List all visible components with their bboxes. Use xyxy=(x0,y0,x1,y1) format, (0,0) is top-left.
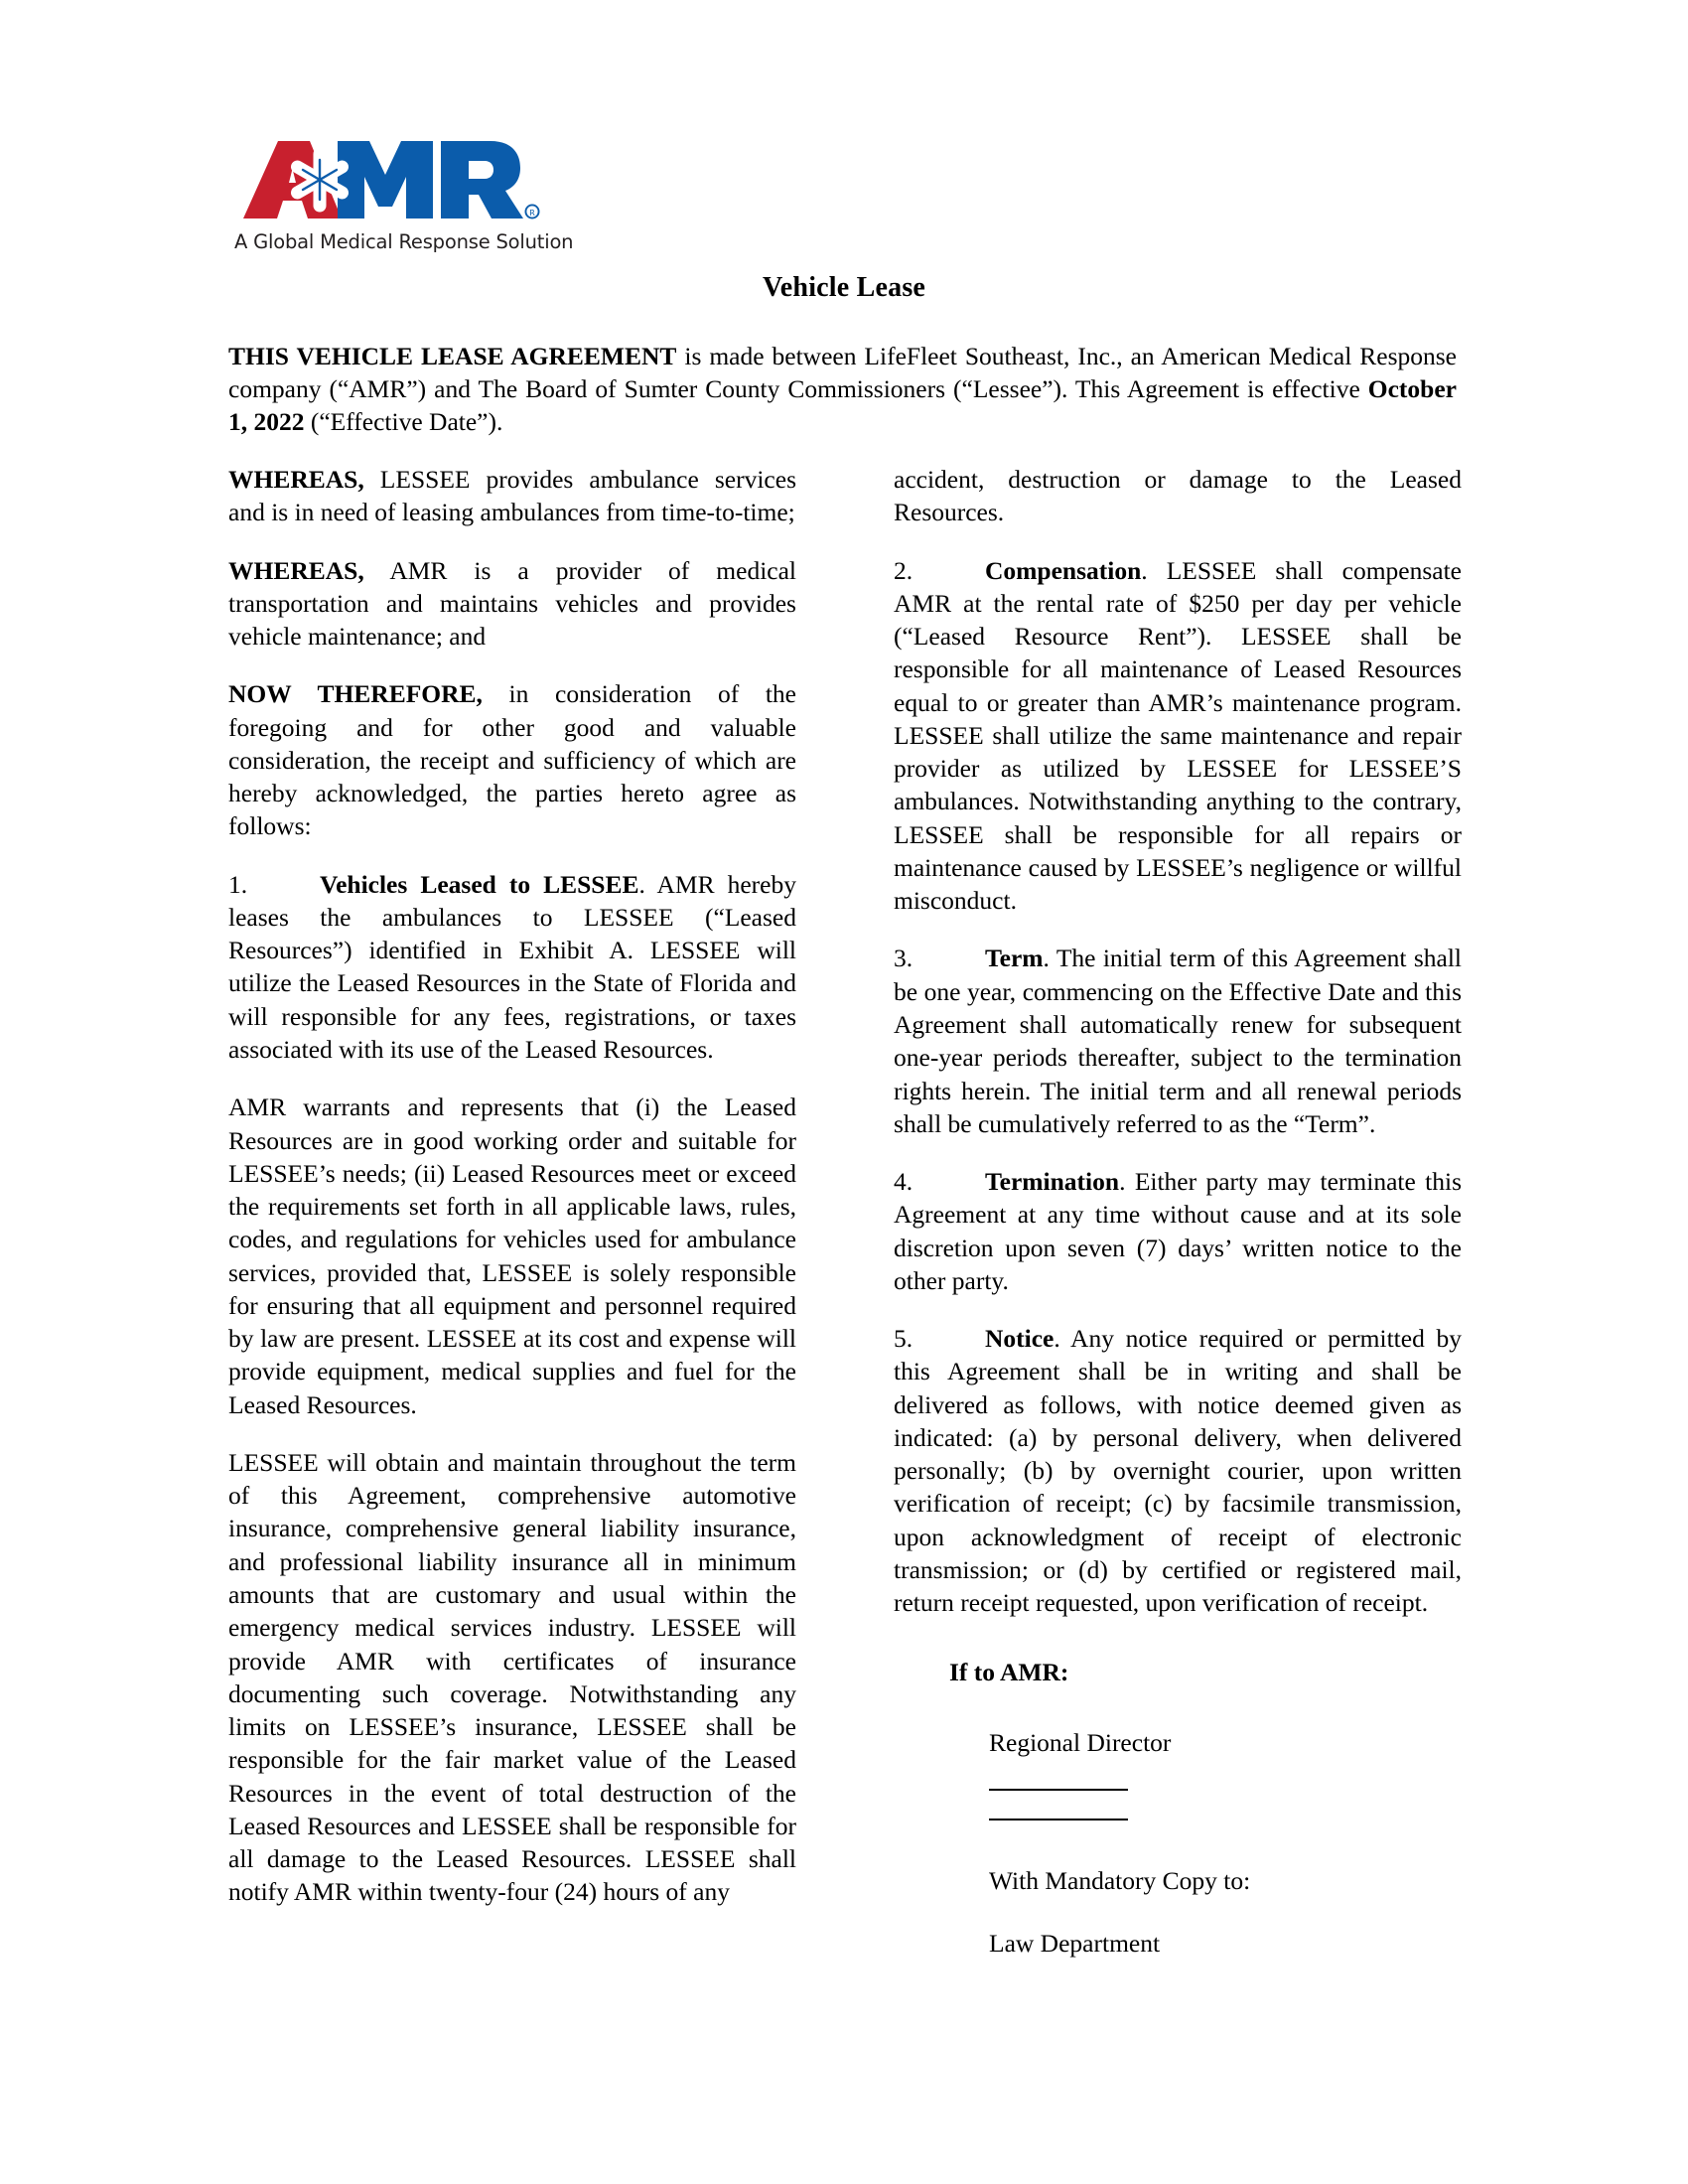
section-5-number: 5. xyxy=(894,1324,914,1354)
logo-tagline: A Global Medical Response Solution xyxy=(234,230,574,253)
continuation-paragraph: accident, destruction or damage to the Leased Resources. xyxy=(894,465,1462,527)
body-columns xyxy=(228,463,1462,1990)
whereas-clause-1 xyxy=(228,463,796,529)
now-therefore-lead: NOW THEREFORE, xyxy=(228,679,483,709)
now-therefore-text: in consideration of the foregoing and for other good and valuable consideration, the receipt and sufficiency of which are hereby acknowledged, the parties hereto agree as follows: xyxy=(228,679,796,841)
intro-lead-bold: THIS VEHICLE LEASE AGREEMENT xyxy=(228,342,677,370)
notice-address-block xyxy=(894,1656,1462,1961)
page-title: Vehicle Lease xyxy=(762,272,926,303)
section-3-heading: Term xyxy=(985,944,1044,973)
mandatory-copy-recipient: Law Department xyxy=(989,1929,1161,1959)
address-blank-line-2 xyxy=(989,1819,1128,1820)
section-5-heading: Notice xyxy=(985,1324,1055,1354)
section-1-heading: Vehicles Leased to LESSEE xyxy=(320,869,639,899)
amr-logo-mark xyxy=(234,139,542,224)
if-to-amr-label: If to AMR: xyxy=(949,1657,1069,1686)
section-2-number: 2. xyxy=(894,555,914,585)
whereas-2-text: AMR is a provider of medical transportation and maintains vehicles and provides vehicle maintenance; and xyxy=(228,555,796,652)
right-column xyxy=(894,463,1462,1990)
section-4-number: 4. xyxy=(894,1167,914,1197)
now-therefore-clause xyxy=(228,677,796,842)
intro-text-part-1: is made between LifeFleet Southeast, Inc., an American Medical Response company (“AMR”) and The Board of Sumter County Commissioners (“Lessee”). This Agreement is effective xyxy=(228,342,1457,404)
section-4-heading: Termination xyxy=(985,1167,1120,1197)
insurance-paragraph: LESSEE will obtain and maintain throughout the term of this Agreement, comprehensive automotive insurance, comprehensive general liability insurance, and professional liability insurance all in minimum amounts that are customary and usual within the emergency medical services industry. LESSEE will provide AMR with certificates of insurance documenting such coverage. Notwithstanding any limits on LESSEE’s insurance, LESSEE shall be responsible for the fair market value of the Leased Resources in the event of total destruction of the Leased Resources and LESSEE shall be responsible for all damage to the Leased Resources. LESSEE shall notify AMR within twenty-four (24) hours of any xyxy=(228,1447,796,1907)
section-1-number: 1. xyxy=(228,869,248,899)
section-4-text: . Either party may terminate this Agreement at any time without cause and at its sole discretion upon seven (7) days’ written notice to the other party. xyxy=(894,1167,1462,1295)
svg-text:R: R xyxy=(529,209,535,218)
section-5-text: . Any notice required or permitted by this Agreement shall be in writing and shall be delivered as follows, with notice deemed given as indicated: (a) by personal delivery, when delivered personally; (b) by overnight courier, upon written verification of receipt; (c) by facsimile transmission, upon acknowledgment of receipt of electronic transmission; or (d) by certified or registered mail, return receipt requested, upon verification of receipt. xyxy=(894,1324,1462,1618)
whereas-clause-2 xyxy=(228,554,796,654)
intro-paragraph xyxy=(228,340,1457,438)
section-3-text: . The initial term of this Agreement shall be one year, commencing on the Effective Date and this Agreement shall automatically renew for subsequent one-year periods thereafter, subject to the termination rights herein. The initial term and all renewal periods shall be cumulatively referred to as the “Term”. xyxy=(894,944,1462,1138)
section-2-heading: Compensation xyxy=(985,555,1142,585)
section-2-text: . LESSEE shall compensate AMR at the rental rate of $250 per day per vehicle (“Leased Resource Rent”). LESSEE shall be responsible for all maintenance of Leased Resources equal to or greater than AMR’s maintenance program. LESSEE shall utilize the same maintenance and repair provider as utilized by LESSEE for LESSEE’S ambulances. Notwithstanding anything to the contrary, LESSEE shall be responsible for all repairs or maintenance caused by LESSEE’s negligence or willful misconduct. xyxy=(894,555,1462,916)
amr-logo xyxy=(234,139,572,253)
section-3 xyxy=(894,942,1462,1140)
address-blank-line-1 xyxy=(989,1789,1128,1791)
section-3-number: 3. xyxy=(894,944,914,973)
intro-text-part-2: (“Effective Date”). xyxy=(304,407,503,437)
section-4 xyxy=(894,1165,1462,1297)
warranty-paragraph: AMR warrants and represents that (i) the Leased Resources are in good working order and suitable for LESSEE’s needs; (ii) Leased Resources meet or exceed the requirements set forth in all applicable laws, rules, codes, and regulations for vehicles used for ambulance services, provided that, LESSEE is solely responsible for ensuring that all equipment and personnel required by law are present. LESSEE at its cost and expense will provide equipment, medical supplies and fuel for the Leased Resources. xyxy=(228,1092,796,1419)
whereas-1-lead: WHEREAS, xyxy=(228,465,364,494)
section-1 xyxy=(228,868,796,1067)
logo-letters-mr-shape xyxy=(338,141,540,219)
section-2 xyxy=(894,554,1462,918)
section-5 xyxy=(894,1322,1462,1619)
mandatory-copy-label: With Mandatory Copy to: xyxy=(989,1866,1251,1896)
effective-date: October 1, 2022 xyxy=(228,374,1457,437)
whereas-2-lead: WHEREAS, xyxy=(228,555,364,585)
amr-recipient: Regional Director xyxy=(989,1727,1172,1757)
whereas-1-text: LESSEE provides ambulance services and is in need of leasing ambulances from time-to-time; xyxy=(228,465,796,527)
section-1-text: . AMR hereby leases the ambulances to LESSEE (“Leased Resources”) identified in Exhibit A. LESSEE will utilize the Leased Resources in the State of Florida and will responsible for any fees, registrations, or taxes associated with its use of the Leased Resources. xyxy=(228,869,796,1064)
left-column xyxy=(228,463,796,1990)
